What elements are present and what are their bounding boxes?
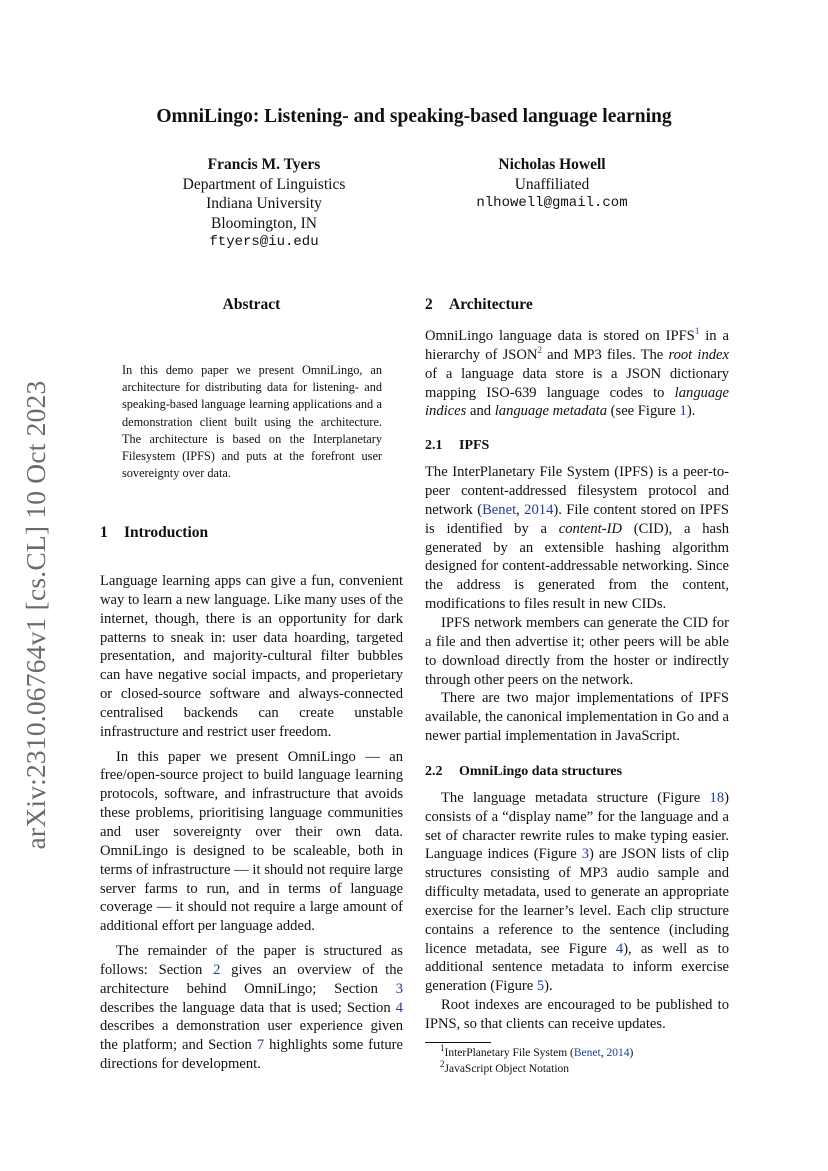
subsection-title: OmniLingo data structures xyxy=(459,763,623,779)
citation-link[interactable]: 2014 xyxy=(524,501,554,518)
figure-ref-link[interactable]: 1 xyxy=(679,403,687,420)
figure-ref-link[interactable]: 5 xyxy=(536,978,545,995)
citation-link[interactable]: Benet xyxy=(573,1047,601,1059)
paragraph: Language learning apps can give a fun, convenient way to learn a new language. Like many uses of the internet, though, there is an opportunity for dark patterns to sneak in: user data hoarding, targeted presentation, and majority-cultural filter bubbles can have negative social impacts, and properietary or closed-source software and always-connected centralised backends can create unstable infrastructure and restrict user freedom. xyxy=(100,573,403,740)
section-number: 1 xyxy=(100,524,108,541)
author-affiliation: Department of Linguistics xyxy=(182,175,346,193)
section-heading-architecture xyxy=(425,296,533,314)
author-affiliation: Bloomington, IN xyxy=(211,214,317,232)
section-ref-link[interactable]: 3 xyxy=(395,980,403,997)
citation-link[interactable]: Benet xyxy=(482,501,517,518)
citation-link[interactable]: 2014 xyxy=(606,1047,630,1059)
paragraph: There are two major implementations of IPFS available, the canonical implementation in Go and a newer partial implementation in JavaScript. xyxy=(425,690,729,745)
footnotes xyxy=(440,1045,740,1077)
abstract-heading: Abstract xyxy=(222,296,281,313)
author-email[interactable]: nlhowell@gmail.com xyxy=(476,195,628,211)
figure-ref-link[interactable]: 18 xyxy=(709,789,725,806)
subsection-heading-ipfs xyxy=(425,438,729,454)
footnote-ref[interactable]: 1 xyxy=(694,326,700,337)
arxiv-identifier xyxy=(22,380,50,850)
section-ref-link[interactable]: 4 xyxy=(395,999,403,1016)
paragraph: The remainder of the paper is structured as follows: Section 2 gives an overview of the architecture behind OmniLingo; Section 3 describes the language data that is used; Section 4 describes a demonstration user experience given the platform; and Section 7 highlights some future directions for development. xyxy=(100,943,404,1073)
subsection-number: 2.2 xyxy=(425,763,443,779)
author-affiliation: Unaffiliated xyxy=(514,175,590,193)
footnote-rule xyxy=(425,1042,491,1043)
section-title: Architecture xyxy=(449,296,533,313)
figure-ref-link[interactable]: 4 xyxy=(615,940,624,957)
introduction-body xyxy=(100,572,403,1074)
right-column-body xyxy=(425,327,729,1034)
author-block-1 xyxy=(164,155,364,253)
author-name: Francis M. Tyers xyxy=(207,156,321,173)
paragraph: OmniLingo language data is stored on IPFS$^1$ in a hierarchy of JSON$^2$ and MP3 files. The root index of a language data store is a JSON dictionary mapping ISO-639 language codes to language indices and language metadata (see Figure 1). xyxy=(425,326,729,420)
author-block-2 xyxy=(452,155,652,214)
footnote: $^1$InterPlanetary File System (Benet, 2014) xyxy=(440,1043,634,1059)
footnote-ref[interactable]: 2 xyxy=(537,344,542,355)
author-affiliation: Indiana University xyxy=(206,195,322,212)
paper-title: OmniLingo: Listening- and speaking-based language learning xyxy=(156,106,672,127)
paragraph: IPFS network members can generate the CID for a file and then advertise it; other peers will be able to download directly from the hoster or indirectly through other peers on the network. xyxy=(425,614,729,688)
section-heading-introduction xyxy=(100,524,208,542)
abstract-text: In this demo paper we present OmniLingo, an architecture for distributing data for listening- and speaking-based language learning applications and a demonstration client built using the architecture. The architecture is based on the Interplanetary Filesystem (IPFS) and puts at the forefront user sovereignty over data. xyxy=(122,363,382,481)
figure-ref-link[interactable]: 3 xyxy=(581,846,590,863)
arxiv-identifier-text: arXiv:2310.06764v1 [cs.CL] 10 Oct 2023 xyxy=(20,380,51,850)
paragraph: In this paper we present OmniLingo — an free/open-source project to build language learning protocols, software, and infrastructure that avoids these problems, prioritising language communities and user sovereignty over their own data. OmniLingo is designed to be scaleable, both in terms of infrastructure — it should not require large server farms to run, and in terms of language coverage — it should not require a large amount of additional effort per language added. xyxy=(100,748,403,935)
footnote-mark: 1 xyxy=(440,1043,445,1054)
paragraph: Root indexes are encouraged to be published to IPNS, so that clients can receive updates. xyxy=(425,997,729,1032)
section-number: 2 xyxy=(425,296,433,313)
footnote: $^2$JavaScript Object Notation xyxy=(440,1059,570,1075)
author-email[interactable]: ftyers@iu.edu xyxy=(209,234,319,250)
paragraph: The InterPlanetary File System (IPFS) is a peer-to-peer content-addressed filesystem protocol and network (Benet, 2014). File content stored on IPFS is identified by a content-ID (CID), a hash generated by an extensible hashing algorithm designed for content-addressable networking. Since the address is generated from the content, modifications to files result in new CIDs. xyxy=(425,464,729,613)
author-name: Nicholas Howell xyxy=(498,156,606,173)
section-ref-link[interactable]: 2 xyxy=(213,961,221,978)
section-title: Introduction xyxy=(124,524,209,541)
section-ref-link[interactable]: 7 xyxy=(256,1037,265,1054)
paragraph: The language metadata structure (Figure 18) consists of a “display name” for the language and a set of character rewrite rules to make typing easier. Language indices (Figure 3) are JSON lists of clip structures consisting of MP3 audio sample and difficulty metadata, used to generate an appropriate exercise for the learner’s level. Each clip structure contains a reference to the sentence (including licence metadata, see Figure 4), as well as to additional sentence metadata to inform exercise generation (Figure 5). xyxy=(425,789,730,995)
subsection-title: IPFS xyxy=(459,438,490,454)
footnote-mark: 2 xyxy=(440,1059,445,1070)
subsection-heading-data-structures xyxy=(425,764,729,780)
subsection-number: 2.1 xyxy=(425,438,443,454)
